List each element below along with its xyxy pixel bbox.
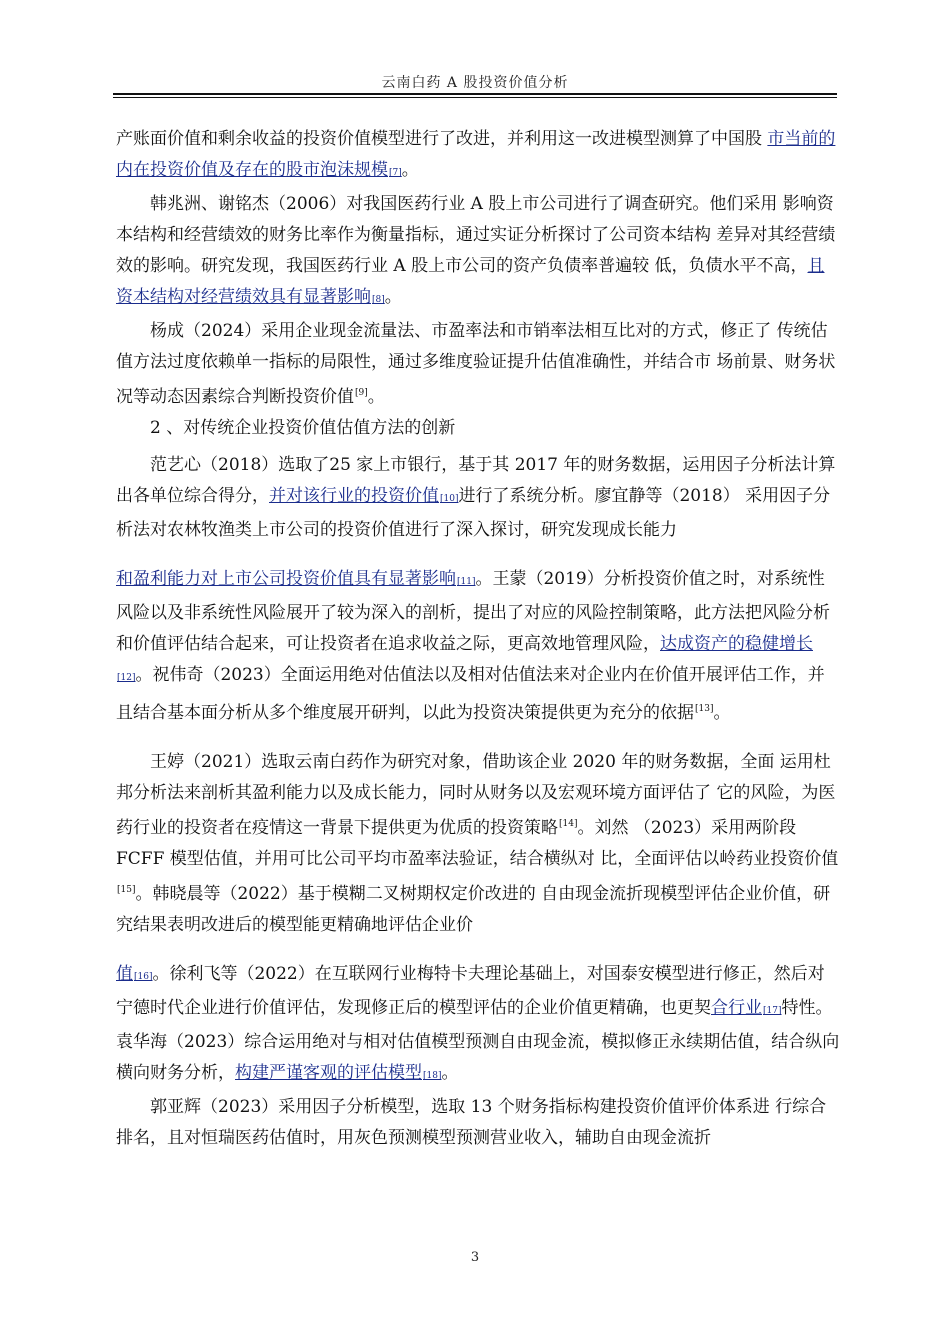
p7-text-3: 。韩晓晨等（2022）基于模糊二叉树期权定价改进的 自由现金流折现模型评估企业价值，研究结果表明改进后的模型能更精确地评估企业价 <box>116 884 831 935</box>
p2-ref-8[interactable]: [8] <box>372 295 385 305</box>
paragraph-1 <box>116 124 840 189</box>
p6-ref-11[interactable]: [11] <box>457 577 476 587</box>
p7-text-2: 。刘然 （2023）采用两阶段 FCFF 模型估值，并用可比公司平均市盈率法验证，结合横纵对 比，全面评估以岭药业投资价值 <box>116 818 839 869</box>
p3-text-1: 杨成（2024）采用企业现金流量法、市盈率法和市销率法相互比对的方式，修正了 传统估值方法过度依赖单一指标的局限性，通过多维度验证提升估值准确性，并结合市 场前景、财务状况等动态因素综合判断投资价值 <box>116 321 836 407</box>
p7-ref-15: [15] <box>117 885 136 895</box>
paragraph-2 <box>116 189 840 316</box>
p1-text-2: 。 <box>401 160 419 180</box>
p6-citation-link-2[interactable]: 达成资产的稳健增长 <box>660 634 813 654</box>
p3-ref-9: [9] <box>355 388 368 398</box>
p8-citation-link-3[interactable]: 构建严谨客观的评估模型 <box>235 1063 422 1083</box>
p1-ref-7[interactable]: [7] <box>389 168 402 178</box>
p6-ref-13: [13] <box>695 704 714 714</box>
p2-text-2: 。 <box>384 287 402 307</box>
p3-text-2: 。 <box>367 387 385 407</box>
p7-ref-14: [14] <box>559 819 578 829</box>
paragraph-8 <box>116 959 840 1092</box>
p6-ref-12[interactable]: [12] <box>117 673 136 683</box>
p8-text-3: 。 <box>441 1063 459 1083</box>
p1-text-1: 产账面价值和剩余收益的投资价值模型进行了改进，并利用这一改进模型测算了中国股 <box>116 129 768 149</box>
paragraph-6 <box>116 564 840 729</box>
p9-text-1: 郭亚辉（2023）采用因子分析模型，选取 13 个财务指标构建投资价值评价体系进 行综合排名，且对恒瑞医药估值时，用灰色预测模型预测营业收入，辅助自由现金流折 <box>116 1097 827 1148</box>
p8-ref-17[interactable]: [17] <box>763 1006 782 1016</box>
p8-citation-link-1[interactable]: 值 <box>116 964 133 984</box>
header-rule-thick <box>113 93 837 95</box>
p6-citation-link-1[interactable]: 和盈利能力对上市公司投资价值具有显著影响 <box>116 569 456 589</box>
p5-citation-link[interactable]: 并对该行业的投资价值 <box>269 486 439 506</box>
p7-text-1: 王婷（2021）选取云南白药作为研究对象，借助该企业 2020 年的财务数据，全面 运用杜邦分析法来剖析其盈利能力以及成长能力，同时从财务以及宏观环境方面评估了 它的风险，为医药行业的投资者在疫情这一背景下提供更为优质的投资策略 <box>116 752 836 838</box>
p8-ref-16[interactable]: [16] <box>134 972 153 982</box>
paragraph-9 <box>116 1092 840 1154</box>
running-header-title: 云南白药 A 股投资价值分析 <box>381 75 569 91</box>
p6-text-1: 。王蒙（2019）分析投资价值之时，对系统性风险以及非系统性风险展开了较为深入的剖析，提出了对应的风险控制策略，此方法把风险分析和价值评估结合起来，可让投资者在追求收益之际，更高效地管理风险， <box>116 569 830 654</box>
p2-citation-link[interactable]: 且资本结构对经营绩效具有显著影响 <box>116 256 825 307</box>
section-heading-2: 2 、对传统企业投资价值估值方法的创新 <box>150 418 456 438</box>
p8-text-1: 。徐利飞等（2022）在互联网行业梅特卡夫理论基础上，对国泰安模型进行修正，然后对宁德时代企业进行价值评估，发现修正后的模型评估的企业价值更精确，也更契 <box>116 964 825 1018</box>
paragraph-5 <box>116 450 840 546</box>
paragraph-3 <box>116 316 840 413</box>
p6-text-3: 。 <box>713 703 731 723</box>
p8-ref-18[interactable]: [18] <box>423 1071 442 1081</box>
paragraph-7 <box>116 747 840 941</box>
page-number: 3 <box>470 1250 480 1265</box>
p5-text-1: 范艺心（2018）选取了25 家上市银行，基于其 2017 年的财务数据，运用因子分析法计算出各单位综合得分， <box>116 455 836 506</box>
p5-text-2: 进行了系统分析。廖宜静等（2018） 采用因子分析法对农林牧渔类上市公司的投资价值进行了深入探讨，研究发现成长能力 <box>116 486 831 540</box>
body-text <box>116 124 840 1154</box>
header-rule-thin <box>113 97 837 98</box>
p8-text-2: 特性。袁华海（2023）综合运用绝对与相对估值模型预测自由现金流，模拟修正永续期估值，结合纵向横向财务分析， <box>116 998 840 1083</box>
p1-citation-link[interactable]: 市当前的内在投资价值及存在的股市泡沫规模 <box>116 129 836 180</box>
p8-citation-link-2[interactable]: 合行业 <box>711 998 762 1018</box>
p2-text-1: 韩兆洲、谢铭杰（2006）对我国医药行业 A 股上市公司进行了调查研究。他们采用 影响资本结构和经营绩效的财务比率作为衡量指标，通过实证分析探讨了公司资本结构 差异对其经营绩效的影响。研究发现，我国医药行业 A 股上市公司的资产负债率普遍较 低，负债水平不高， <box>116 194 836 276</box>
p5-ref-10[interactable]: [10] <box>440 494 459 504</box>
p6-text-2: 。祝伟奇（2023）全面运用绝对估值法以及相对估值法来对企业内在价值开展评估工作，并且结合基本面分析从多个维度展开研判，以此为投资决策提供更为充分的依据 <box>116 665 825 723</box>
